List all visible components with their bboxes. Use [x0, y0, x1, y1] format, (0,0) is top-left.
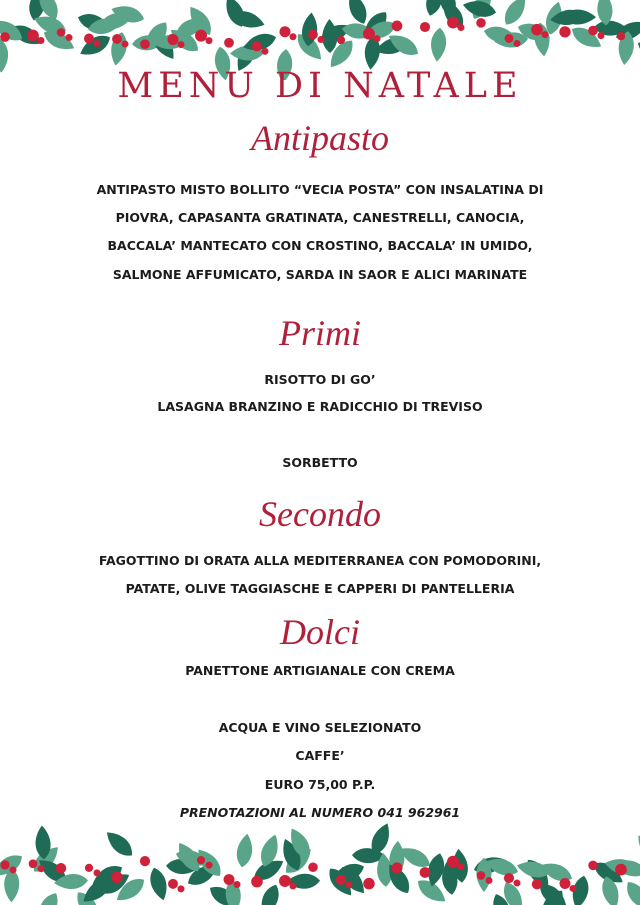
holly-berry [251, 876, 263, 888]
holly-berry [447, 17, 459, 29]
holly-leaf [344, 0, 371, 27]
holly-berry [85, 864, 93, 872]
section-heading-primi: Primi [278, 313, 361, 353]
holly-berry [262, 48, 269, 55]
holly-berry [420, 22, 430, 32]
holly-berry [308, 862, 318, 872]
holly-berry [617, 32, 625, 40]
holly-berry [206, 37, 213, 44]
dolci-line-1: PANETTONE ARTIGIANALE CON CREMA [185, 663, 455, 678]
holly-berry [420, 867, 431, 878]
antipasto-line-3: BACCALA’ MANTECATO CON CROSTINO, BACCALA’ IN UMIDO, [107, 238, 533, 253]
holly-leaf [147, 866, 171, 903]
menu-title: MENU DI NATALE [117, 66, 523, 106]
holly-berry [112, 34, 122, 44]
holly-berry [514, 880, 521, 887]
sorbetto-line: SORBETTO [282, 455, 358, 470]
holly-berry [224, 38, 234, 48]
section-heading-antipasto: Antipasto [250, 118, 389, 158]
holly-berry [476, 18, 486, 28]
holly-berry [477, 871, 486, 880]
holly-berry [336, 875, 346, 885]
holly-berry [615, 864, 627, 876]
holly-berry [532, 879, 542, 889]
holly-berry [27, 30, 39, 42]
holly-berry [346, 881, 353, 888]
coffee-line: CAFFE’ [295, 748, 345, 763]
holly-berry [588, 861, 597, 870]
holly-leaf [102, 827, 137, 861]
holly-berry [38, 37, 45, 44]
holly-berry [0, 32, 10, 42]
holly-berry [363, 28, 375, 40]
holly-berry [195, 30, 207, 42]
holly-berry [94, 869, 101, 876]
holly-berry [234, 881, 241, 888]
secondo-line-2: PATATE, OLIVE TAGGIASCHE E CAPPERI DI PANTELLERIA [125, 581, 515, 596]
holly-berry [363, 878, 374, 889]
antipasto-line-1: ANTIPASTO MISTO BOLLITO “VECIA POSTA” CON INSALATINA DI [96, 182, 544, 197]
secondo-line-1: FAGOTTINO DI ORATA ALLA MEDITERRANEA CON POMODORINI, [98, 553, 542, 568]
holly-berry [559, 26, 570, 37]
holly-berry [588, 26, 598, 36]
holly-berry [392, 20, 403, 31]
holly-leaf [33, 889, 63, 905]
primi-line-1: RISOTTO DI GO’ [264, 372, 376, 387]
holly-berry [570, 885, 577, 892]
holly-berry [458, 863, 465, 870]
holly-berry [224, 874, 235, 885]
holly-berry [391, 862, 402, 873]
holly-berry [279, 875, 291, 887]
holly-berry [598, 32, 605, 39]
holly-berry [486, 877, 493, 884]
holly-berry [308, 30, 318, 40]
holly-berry [56, 863, 66, 873]
holly-berry [122, 40, 129, 47]
holly-berry [374, 35, 381, 42]
holly-berry [318, 36, 325, 43]
section-heading-dolci: Dolci [280, 612, 360, 652]
antipasto-line-4: SALMONE AFFUMICATO, SARDA IN SAOR E ALICI MARINATE [112, 267, 528, 282]
holly-berry [560, 878, 571, 889]
holly-leaf [235, 833, 255, 869]
holly-berry [206, 862, 213, 869]
holly-berry [252, 41, 262, 51]
holly-berry [168, 879, 178, 889]
holly-berry [504, 873, 514, 883]
holly-berry [29, 859, 38, 868]
holly-berry [111, 872, 123, 884]
holly-berry [505, 34, 514, 43]
holly-berry [94, 40, 101, 47]
primi-line-2: LASAGNA BRANZINO E RADICCHIO DI TREVISO [157, 399, 483, 414]
holly-berry [140, 856, 150, 866]
holly-berry [458, 24, 465, 31]
holly-berry [531, 24, 543, 36]
holly-berry [514, 40, 521, 47]
holly-leaf [322, 19, 338, 53]
holly-leaf [635, 37, 640, 66]
holly-berry [542, 31, 549, 38]
booking-line: PRENOTAZIONI AL NUMERO 041 962961 [179, 805, 461, 820]
holly-berry [84, 34, 94, 44]
holly-berry [337, 36, 345, 44]
drinks-line: ACQUA E VINO SELEZIONATO [218, 720, 422, 735]
holly-berry [178, 885, 185, 892]
holly-berry [140, 39, 150, 49]
holly-leaf [622, 878, 640, 905]
holly-berry [197, 856, 205, 864]
holly-berry [0, 860, 9, 869]
holly-berry [178, 41, 185, 48]
holly-berry [38, 865, 45, 872]
antipasto-line-2: PIOVRA, CAPASANTA GRATINATA, CANESTRELLI, CANOCIA, [115, 210, 525, 225]
holly-berry [10, 866, 17, 873]
holly-berry [447, 856, 459, 868]
holly-berry [290, 33, 297, 40]
holly-berry [66, 34, 73, 41]
holly-leaf [429, 27, 447, 62]
section-heading-secondo: Secondo [259, 494, 381, 534]
holly-berry [290, 883, 297, 890]
price-line: EURO 75,00 P.P. [264, 777, 376, 792]
holly-berry [167, 34, 178, 45]
holly-berry [57, 28, 65, 36]
holly-garland-bottom [0, 820, 640, 905]
holly-berry [279, 26, 290, 37]
